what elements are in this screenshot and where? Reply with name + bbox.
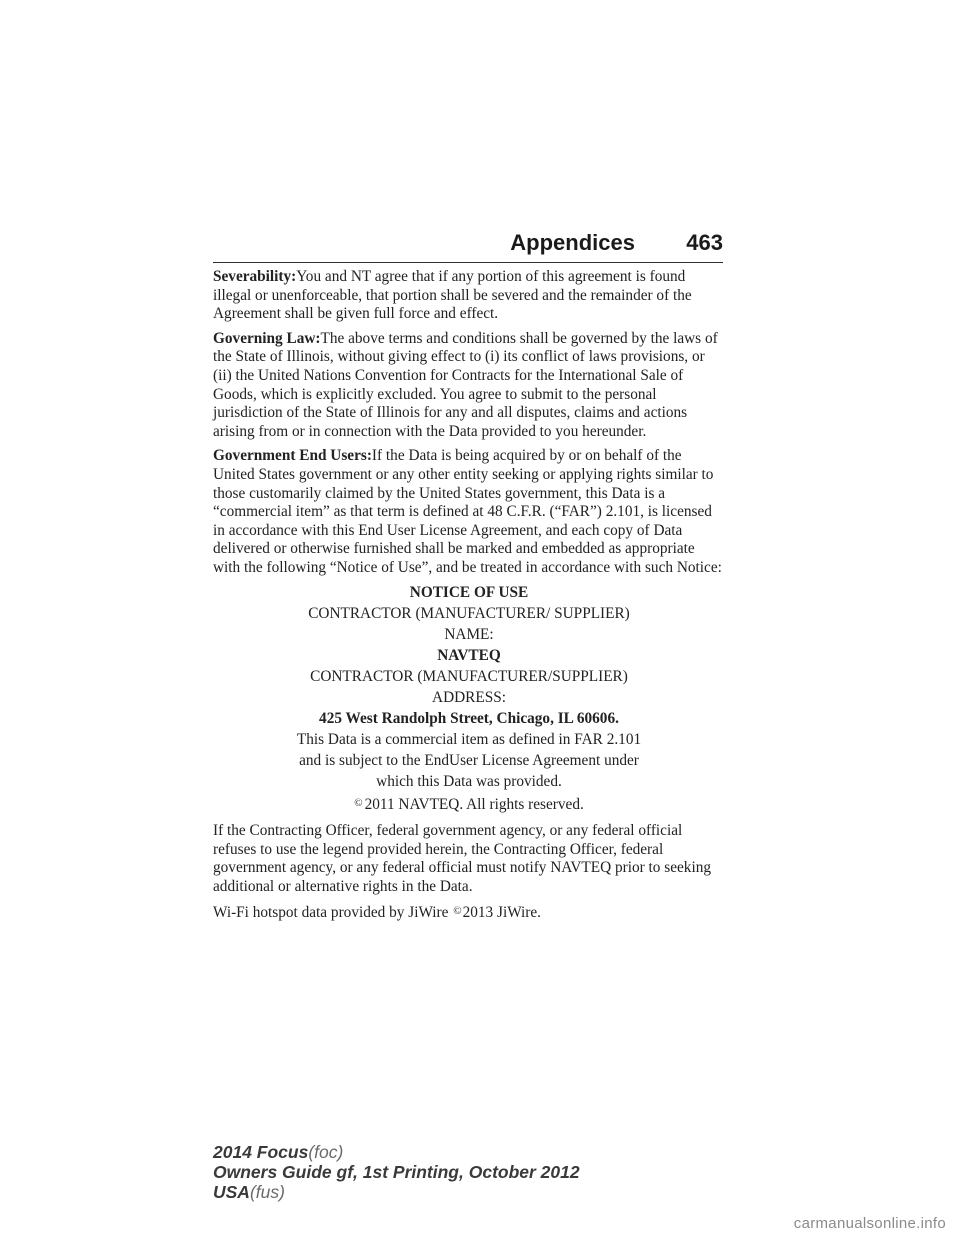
page-header	[213, 230, 723, 264]
wifi-credit-prefix: Wi-Fi hotspot data provided by JiWire	[213, 904, 453, 922]
footer-edition: Owners Guide gf, 1st Printing, October 2012	[213, 1162, 580, 1182]
notice-name-label-2: NAME:	[444, 625, 494, 643]
notice-title: NOTICE OF USE	[409, 583, 529, 601]
severability-paragraph	[213, 268, 725, 324]
notice-statement-2: and is subject to the EndUser License Agreement under	[299, 752, 639, 770]
severability-term: Severability:	[213, 268, 297, 285]
header-divider	[213, 262, 723, 263]
copyright-symbol: ©	[354, 797, 363, 810]
refusal-paragraph: If the Contracting Officer, federal government agency, or any federal official refuses to use the legend provided herein, the Contracting Officer, federal government agency, or any federal official must notify NAVTEQ prior to seeking additional or alternative rights in the Data.	[213, 822, 711, 895]
wifi-copyright-symbol: ©	[453, 905, 462, 918]
wifi-credit-paragraph	[213, 902, 725, 923]
notice-statement-3: which this Data was provided.	[376, 773, 562, 791]
notice-address-value: 425 West Randolph Street, Chicago, IL 60606.	[319, 710, 619, 728]
notice-name-label-1: CONTRACTOR (MANUFACTURER/ SUPPLIER)	[308, 604, 630, 622]
governing-law-paragraph	[213, 330, 725, 442]
notice-address-label-1: CONTRACTOR (MANUFACTURER/SUPPLIER)	[310, 667, 628, 685]
government-end-users-text: If the Data is being acquired by or on behalf of the United States government or any other entity seeking or applying rights similar to those customarily claimed by the United States government, this Data is a “commercial item” as that term is defined at 48 C.F.R. (“FAR”) 2.101, is licensed in accordance with this End User License Agreement, and each copy of Data delivered or otherwise furnished shall be marked and embedded as appropriate with the following “Notice of Use”, and be treated in accordance with such Notice:	[213, 447, 722, 576]
wifi-credit-suffix: 2013 JiWire.	[462, 904, 541, 922]
notice-of-use-block	[213, 584, 725, 816]
site-watermark: carmanualsonline.info	[793, 1215, 946, 1232]
footer-line-3	[213, 1182, 580, 1202]
body-text	[213, 268, 725, 929]
government-end-users-paragraph	[213, 447, 725, 577]
governing-law-term: Governing Law:	[213, 329, 321, 347]
section-title: Appendices	[510, 230, 635, 255]
notice-copyright-text: 2011 NAVTEQ. All rights reserved.	[364, 796, 584, 814]
footer-line-1	[213, 1142, 580, 1162]
footer-market-code: (fus)	[249, 1182, 285, 1202]
footer-market: USA	[213, 1182, 250, 1202]
page-number: 463	[686, 230, 723, 255]
government-end-users-term: Government End Users:	[213, 447, 372, 465]
notice-address-label-2: ADDRESS:	[432, 688, 506, 706]
notice-name-value: NAVTEQ	[437, 646, 501, 664]
footer-model-code: (foc)	[308, 1142, 344, 1162]
notice-statement-1: This Data is a commercial item as defined in FAR 2.101	[296, 731, 642, 749]
notice-copyright	[213, 794, 725, 815]
governing-law-text: The above terms and conditions shall be governed by the laws of the State of Illinois, without giving effect to (i) its conflict of laws provisions, or (ii) the United Nations Convention for Contracts for the International Sale of Goods, which is explicitly excluded. You agree to submit to the personal jurisdiction of the State of Illinois for any and all disputes, claims and actions arising from or in connection with the Data provided to you hereunder.	[213, 329, 718, 440]
footer-model: 2014 Focus	[213, 1142, 309, 1162]
severability-text: You and NT agree that if any portion of this agreement is found illegal or unenforceable, that portion shall be severed and the remainder of the Agreement shall be given full force and effect.	[213, 268, 692, 323]
print-footer	[213, 1142, 580, 1202]
footer-line-2	[213, 1162, 580, 1182]
